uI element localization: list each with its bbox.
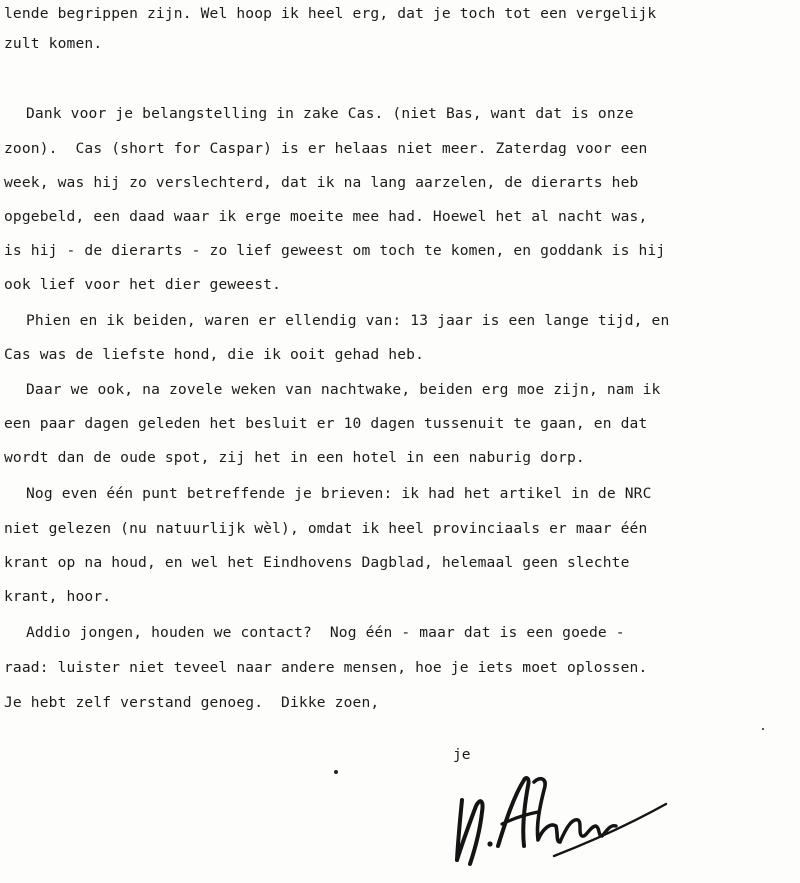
letter-line: Nog even één punt betreffende je brieven: ik had het artikel in de NRC — [26, 485, 652, 502]
ink-speck — [762, 728, 764, 730]
letter-line: Cas was de liefste hond, die ik ooit gehad heb. — [4, 346, 425, 363]
letter-line: is hij - de dierarts - zo lief geweest om toch te komen, en goddank is hij — [4, 242, 666, 259]
letter-line: niet gelezen (nu natuurlijk wèl), omdat ik heel provinciaals er maar één — [4, 520, 648, 537]
letter-line: krant, hoor. — [4, 588, 112, 605]
letter-line: Addio jongen, houden we contact? Nog één - maar dat is een goede - — [26, 624, 625, 641]
handwritten-signature — [440, 760, 680, 870]
letter-line: lende begrippen zijn. Wel hoop ik heel erg, dat je toch tot een vergelijk — [4, 5, 657, 22]
letter-line: Je hebt zelf verstand genoeg. Dikke zoen, — [4, 694, 380, 711]
letter-line: ook lief voor het dier geweest. — [4, 276, 282, 293]
letter-line: zult komen. — [4, 35, 103, 52]
letter-line: zoon). Cas (short for Caspar) is er helaas niet meer. Zaterdag voor een — [4, 140, 648, 157]
letter-line: krant op na houd, en wel het Eindhovens Dagblad, helemaal geen slechte — [4, 554, 630, 571]
letter-line: Dank voor je belangstelling in zake Cas. (niet Bas, want dat is onze — [26, 105, 634, 122]
ink-speck — [334, 770, 338, 774]
letter-line: wordt dan de oude spot, zij het in een hotel in een naburig dorp. — [4, 449, 585, 466]
letter-line: Daar we ook, na zovele weken van nachtwake, beiden erg moe zijn, nam ik — [26, 381, 661, 398]
letter-line: opgebeld, een daad waar ik erge moeite mee had. Hoewel het al nacht was, — [4, 208, 648, 225]
closing-word: je — [453, 746, 471, 763]
letter-line: raad: luister niet teveel naar andere mensen, hoe je iets moet oplossen. — [4, 659, 648, 676]
letter-line: week, was hij zo verslechterd, dat ik na lang aarzelen, de dierarts heb — [4, 174, 639, 191]
letter-line: een paar dagen geleden het besluit er 10 dagen tussenuit te gaan, en dat — [4, 415, 648, 432]
letter-line: Phien en ik beiden, waren er ellendig van: 13 jaar is een lange tijd, en — [26, 312, 670, 329]
